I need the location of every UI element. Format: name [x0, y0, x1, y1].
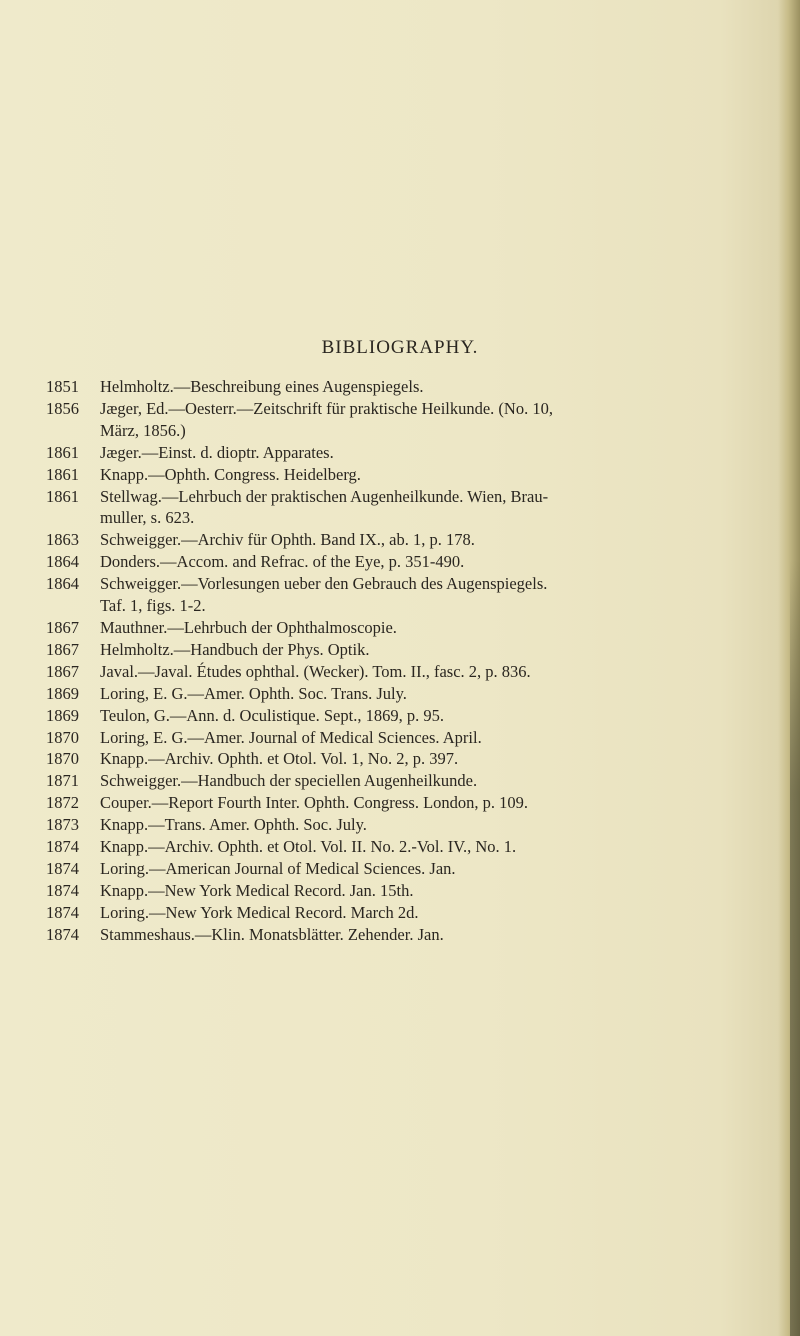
- entry-text: Schweigger.—Archiv für Ophth. Band IX., ab. 1, p. 178.: [100, 530, 475, 550]
- entry-text: Teulon, G.—Ann. d. Oculistique. Sept., 1869, p. 95.: [100, 705, 444, 725]
- bibliography-entry: [46, 551, 776, 573]
- entry-year: 1871: [46, 771, 79, 791]
- entry-year: 1856: [46, 398, 79, 418]
- bibliography-entry: [46, 486, 776, 530]
- entry-text: Stammeshaus.—Klin. Monatsblätter. Zehender. Jan.: [100, 924, 444, 944]
- entry-year: 1870: [46, 749, 79, 769]
- entry-year: 1870: [46, 727, 79, 747]
- entry-text: Stellwag.—Lehrbuch der praktischen Augenheilkunde. Wien, Brau-: [100, 486, 549, 506]
- entry-year: 1874: [46, 858, 79, 878]
- entry-text: Donders.—Accom. and Refrac. of the Eye, p. 351-490.: [100, 552, 465, 572]
- bibliography-entry: [46, 705, 776, 727]
- entry-year: 1867: [46, 661, 79, 681]
- bibliography-entry: [46, 748, 776, 770]
- entry-year: 1864: [46, 552, 79, 572]
- bibliography-list: [46, 376, 776, 946]
- bibliography-entry: [46, 464, 776, 486]
- bibliography-entry: [46, 880, 776, 902]
- entry-text: Jæger.—Einst. d. dioptr. Apparates.: [100, 442, 334, 462]
- entry-year: 1874: [46, 924, 79, 944]
- entry-year: 1864: [46, 574, 79, 594]
- bibliography-entry: [46, 792, 776, 814]
- entry-text: Knapp.—New York Medical Record. Jan. 15th.: [100, 880, 414, 900]
- entry-year: 1869: [46, 705, 79, 725]
- entry-text: Schweigger.—Handbuch der speciellen Augenheilkunde.: [100, 771, 478, 791]
- entry-text: Loring, E. G.—Amer. Journal of Medical Sciences. April.: [100, 727, 482, 747]
- entry-text: Helmholtz.—Handbuch der Phys. Optik.: [100, 639, 370, 659]
- entry-year: 1861: [46, 442, 79, 462]
- entry-text: Couper.—Report Fourth Inter. Ophth. Congress. London, p. 109.: [100, 793, 529, 813]
- bibliography-entry: [46, 814, 776, 836]
- entry-year: 1872: [46, 793, 79, 813]
- entry-year: 1861: [46, 464, 79, 484]
- entry-continuation: März, 1856.): [100, 420, 186, 440]
- entry-continuation: Taf. 1, figs. 1-2.: [100, 596, 206, 616]
- bibliography-entry: [46, 727, 776, 749]
- bibliography-entry: [46, 376, 776, 398]
- bibliography-entry: [46, 858, 776, 880]
- bibliography-entry: [46, 617, 776, 639]
- bibliography-entry: [46, 683, 776, 705]
- entry-continuation: muller, s. 623.: [100, 508, 195, 528]
- bibliography-entry: [46, 902, 776, 924]
- bibliography-entry: [46, 661, 776, 683]
- entry-year: 1873: [46, 815, 79, 835]
- entry-text: Loring.—New York Medical Record. March 2d.: [100, 902, 419, 922]
- bibliography-entry: [46, 442, 776, 464]
- page-edge-dark-shadow: [790, 560, 800, 1336]
- bibliography-entry: [46, 639, 776, 661]
- page-title: BIBLIOGRAPHY.: [321, 337, 479, 358]
- bibliography-entry: [46, 924, 776, 946]
- bibliography-entry: [46, 836, 776, 858]
- bibliography-entry: [46, 398, 776, 442]
- entry-year: 1874: [46, 880, 79, 900]
- entry-text: Jæger, Ed.—Oesterr.—Zeitschrift für praktische Heilkunde. (No. 10,: [100, 398, 553, 418]
- entry-year: 1867: [46, 617, 79, 637]
- entry-text: Loring, E. G.—Amer. Ophth. Soc. Trans. July.: [100, 683, 407, 703]
- entry-year: 1867: [46, 639, 79, 659]
- bibliography-entry: [46, 573, 776, 617]
- entry-year: 1861: [46, 486, 79, 506]
- entry-text: Knapp.—Archiv. Ophth. et Otol. Vol. II. No. 2.-Vol. IV., No. 1.: [100, 837, 517, 857]
- entry-text: Mauthner.—Lehrbuch der Ophthalmoscopie.: [100, 617, 397, 637]
- entry-year: 1874: [46, 837, 79, 857]
- entry-text: Loring.—American Journal of Medical Sciences. Jan.: [100, 858, 456, 878]
- bibliography-entry: [46, 529, 776, 551]
- entry-text: Knapp.—Ophth. Congress. Heidelberg.: [100, 464, 361, 484]
- bibliography-entry: [46, 770, 776, 792]
- entry-text: Knapp.—Archiv. Ophth. et Otol. Vol. 1, No. 2, p. 397.: [100, 749, 459, 769]
- entry-year: 1863: [46, 530, 79, 550]
- entry-year: 1869: [46, 683, 79, 703]
- entry-text: Knapp.—Trans. Amer. Ophth. Soc. July.: [100, 815, 367, 835]
- entry-text: Schweigger.—Vorlesungen ueber den Gebrauch des Augenspiegels.: [100, 574, 548, 594]
- entry-year: 1874: [46, 902, 79, 922]
- entry-year: 1851: [46, 377, 79, 396]
- entry-text: Javal.—Javal. Études ophthal. (Wecker). Tom. II., fasc. 2, p. 836.: [100, 661, 531, 681]
- entry-text: Helmholtz.—Beschreibung eines Augenspiegels.: [100, 377, 424, 396]
